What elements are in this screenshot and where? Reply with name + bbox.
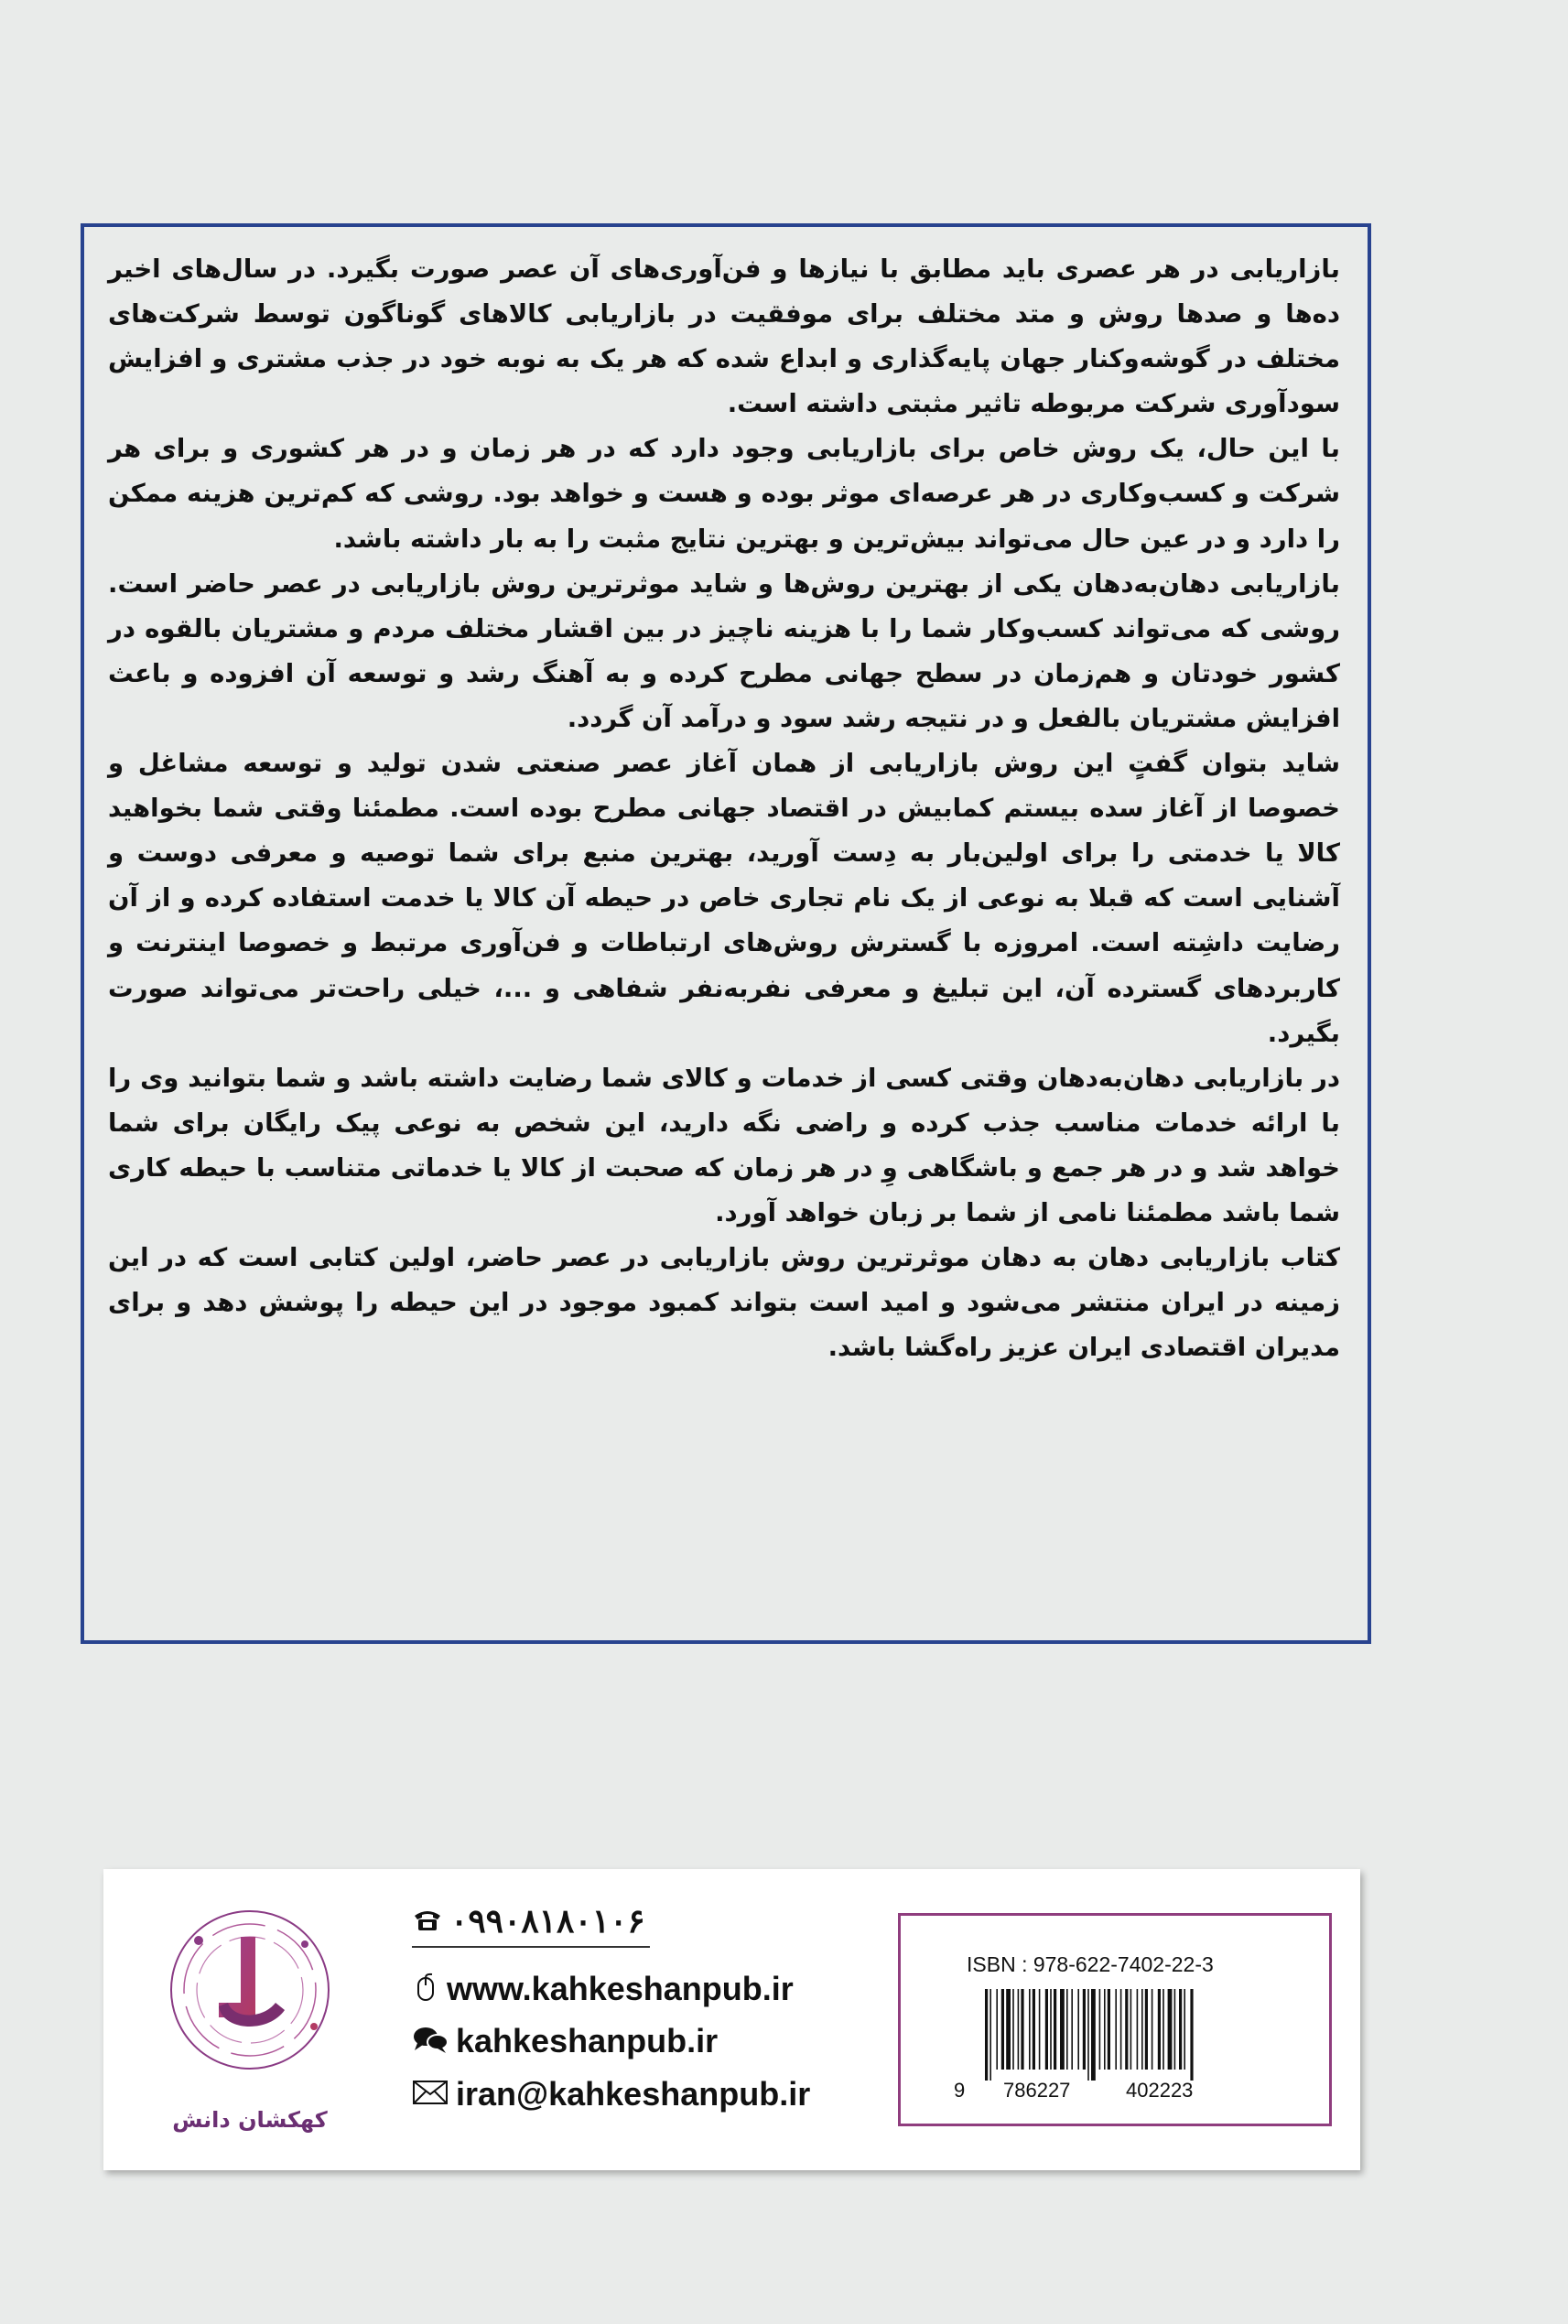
description-paragraph: با این حال، یک روش خاص برای بازاریابی وجود دارد که در هر زمان و در هر کشوری و برای هر شرکت و کسب‌وکاری در هر عرصه‌ای موثر بوده و هست و خواهد بود. روشی که کم‌ترین هزینه ممکن را دارد و در عین حال می‌تواند بیش‌ترین و بهترین نتایج مثبت را به بار داشته باشد. [108,434,1340,554]
isbn-label: ISBN : 978-622-7402-22-3 [967,1952,1214,1976]
chat-bubbles-icon [412,2025,449,2059]
description-paragraph: در بازاریابی دهان‌به‌دهان وقتی کسی از خدمات و کالای شما رضایت داشته باشد و شما بتوانید وی را با ارائه خدمات مناسب جذب کرده و راضی نگه دارید، این شخص به نوعی پیک رایگان برای شما خواهد شد و در هر جمع و باشگاهی وِ در هر زمان که صحبت از کالا یا خدماتی متناسب با حیطه کاری شما باشد مطمئنا نامی از شما بر زبان خواهد آورد. [108,1063,1340,1227]
barcode-digits-right: 402223 [1126,2079,1194,2102]
phone-icon [412,1907,443,1937]
description-paragraph: شاید بتوان گفتٍ این روش بازاریابی از همان آغاز عصر صنعتی شدن تولید و توسعه مشاغل و خصوصا از آغاز سده بیستم کمابیش در اقتصاد جهانی مطرح بوده است. مطمئنا وقتی شما بخواهید کالا یا خدمتی را برای اولین‌بار به دِست آورید، بهترین منبع برای شما توصیه و معرفی دوست و آشنایی است که قبلا به نوعی از یک نام تجاری خاص در حیطه آن کالا یا خدمت استفاده کرده و از آن رضایت داشِته است. امروزه با گسترش روش‌های ارتباطات و فن‌آوری مرتبط و خصوصا اینترنت و کاربردهای گسترده آن، این تبلیغ و معرفی نفربه‌نفر شفاهی و ...، خیلی راحت‌تر می‌تواند صورت بگیرد. [108,749,1340,1048]
book-description-box [81,223,1371,1644]
mouse-icon [412,1973,439,2006]
publisher-logo [168,1889,332,2113]
phone-underline [412,1946,650,1948]
isbn-barcode-box [898,1913,1332,2126]
description-paragraph: بازاریابی در هر عصری باید مطابق با نیازها و فن‌آوری‌های آن عصر صورت بگیرد. در سال‌های اخیر ده‌ها و صدها روش و متد مختلف برای موفقیت در بازاریابی کالاهای گوناگون توسط شرکت‌های مختلف در گوشه‌وکنار جهان پایه‌گذاری و ابداع شده که هر یک به نوبه خود در جذب مشتری و افزایش سودآوری شرکت مربوطه تاثیر مثبتی داشته است. [108,254,1340,419]
email-row [412,2075,810,2113]
envelope-icon [412,2080,449,2110]
social-handle[interactable]: kahkeshanpub.ir [456,2022,719,2059]
publisher-logo-text: کهکشان دانش [172,2107,328,2133]
social-row [412,2022,718,2060]
website-row [412,1970,794,2008]
description-paragraph: بازاریابی دهان‌به‌دهان یکی از بهترین روش‌ها و شاید موثرترین روش بازاریابی در عصر حاضر است. روشی که می‌تواند کسب‌وکار شما را با هزینه ناچیز در بین اقشار مختلف مردم و مشتریان بالقوه در کشور خودتان و هم‌زمان در سطح جهانی مطرح کرده و به آهنگ رشد و توسعه آن افزوده و باعث افزایش مشتریان بالفعل و در نتیجه رشد سود و درآمد آن گردد. [108,568,1340,733]
barcode-digits-left: 786227 [1003,2079,1071,2102]
phone-row [412,1902,645,1940]
phone-number: ۰۹۹۰۸۱۸۰۱۰۶ [450,1902,645,1940]
website-link[interactable]: www.kahkeshanpub.ir [447,1970,794,2007]
barcode-digit-lead: 9 [954,2079,966,2102]
publisher-info-panel [103,1869,1360,2170]
description-paragraph: کتاب بازاریابی دهان به دهان موثرترین روش بازاریابی در عصر حاضر، اولین کتابی است که در این زمینه در ایران منتشر می‌شود و امید است بتواند کمبود موجود در این حیطه را پوشش دهد و برای مدیران اقتصادی ایران عزیز راه‌گشا باشد. [108,1243,1340,1363]
email-address[interactable]: iran@kahkeshanpub.ir [456,2075,811,2113]
barcode-icon [983,1989,1249,2081]
